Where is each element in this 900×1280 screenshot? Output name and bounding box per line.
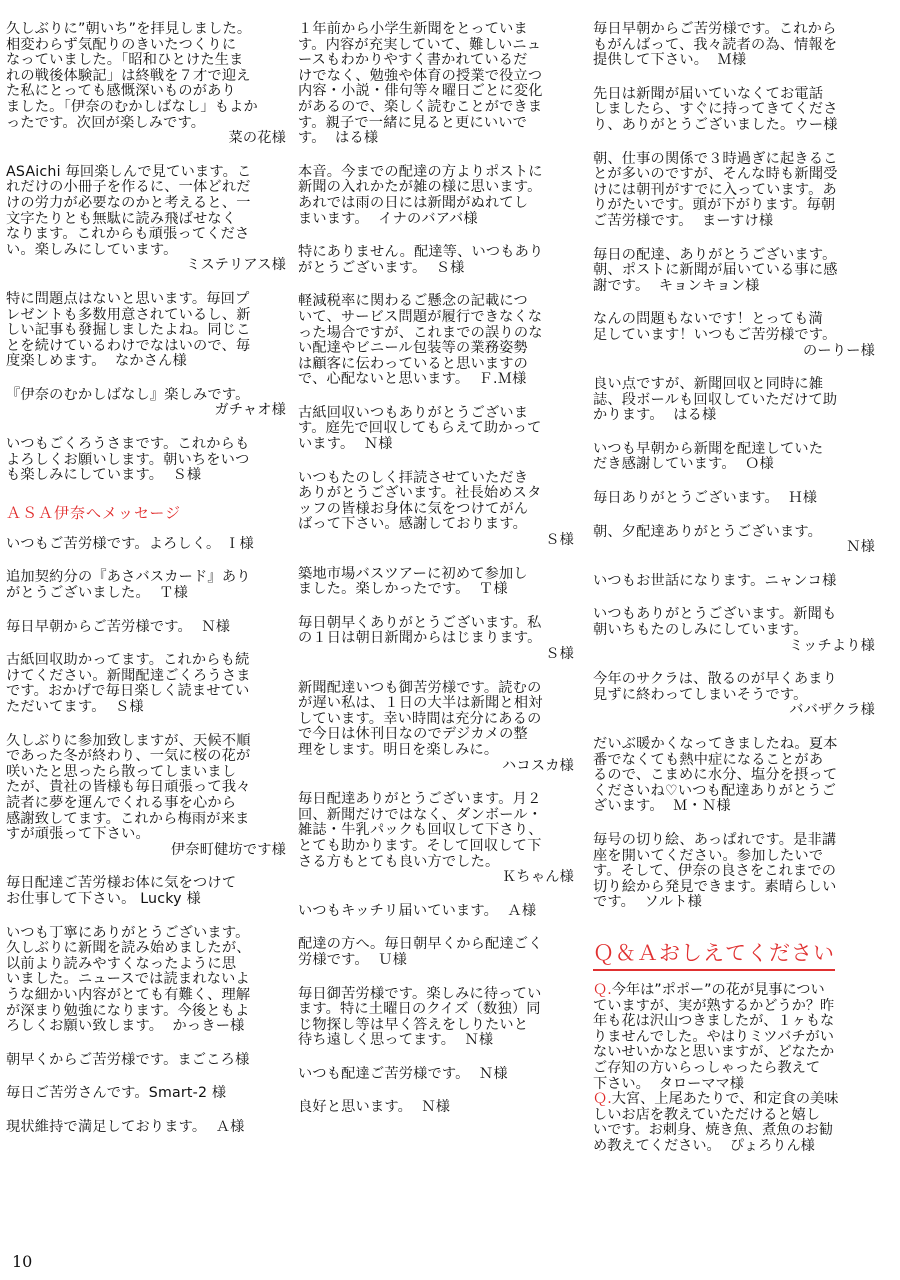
reader-message: ASAichi 毎回楽しんで見ています。こ れだけの小冊子を作るに、一体どれだ けの労力が必要なのかと考えると、一 文字たりとも無駄に読み飛ばせなく なります。これからも頑張ってくださ い。楽しみにしています。 ミステリアス様	[6, 163, 286, 274]
reader-message: 朝、夕配達ありがとうございます。 Ｎ様	[593, 523, 875, 556]
reader-message: 朝早くからご苦労様です。まごころ様	[6, 1051, 250, 1068]
reader-message: 現状維持で満足しております。 Ａ様	[6, 1118, 245, 1135]
reader-message: 軽減税率に関わるご懸念の記載につ いて、サービス問題が履行できなくな った場合ですが、これまでの誤りのな い配達やビニール包装等の業務姿勢 は顧客に伝わっていると思いますの で、心配ないと思います。 Ｆ.Ｍ様	[298, 293, 543, 388]
column-right	[593, 22, 875, 1154]
reader-message: いつも配達ご苦労様です。 Ｎ様	[298, 1065, 508, 1082]
qa-section	[593, 929, 875, 1155]
reader-message: 良い点ですが、新聞回収と同時に雑 誌、段ボールも回収していただけて助 かります。 はる様	[593, 376, 838, 424]
reader-message: 築地市場バスツアーに初めて参加し ました。楽しかったです。 Ｔ様	[298, 565, 528, 598]
reader-message: 毎日早朝からご苦労様です。これから もがんばって、我々読者の為、情報を 提供して下さい。 Ｍ様	[593, 21, 838, 69]
asa-message-heading: ＡＳＡ伊奈へメッセージ	[6, 503, 182, 522]
question-marker: Ｑ.	[593, 981, 612, 998]
reader-message: 新聞配達いつも御苦労様です。読むの が遅い私は、１日の大半は新聞と相対 しています。幸い時間は充分にあるの で今日は休刊日なのでデジカメの整 理をします。明日を楽しみに。 ハコスカ様	[298, 679, 574, 774]
reader-message: 朝、仕事の関係で３時過ぎに起きるこ とが多いのですが、そんな時も新聞受 けには朝刊がすでに入っています。あ りがたいです。頭が下がります。毎朝 ご苦労様です。 まーすけ様	[593, 150, 838, 229]
reader-message: １年前から小学生新聞をとっていま す。内容が充実していて、難しいニュ ースもわかりやすく書かれているだ けでなく、勉強や体育の授業で役立つ 内容・小説・俳句等々曜日ごとに変化 があるので、楽しく読むことができま す。親子で一緒に見ると更にいいで す。 はる様	[298, 21, 543, 147]
question-text: 今年は”ポポー”の花が見事につい ていますが、実が熟するかどうか？昨 年も花は沢山つきましたが、１ヶもな りませんでした。やはりミツバチがい ないせいかなと思いますが、どなたか ご存知の方いらっしゃったら教えて 下さい。 タローママ様	[593, 981, 835, 1092]
reader-message: 本音。今までの配達の方よりポストに 新聞の入れかたが雑の様に思います。 あれでは雨の日には新聞がぬれてし まいます。 イナのバアバ様	[298, 163, 543, 227]
reader-message: 久しぶりに”朝いち”を拝見しました。 相変わらず気配りのきいたつくりに なっていました。「昭和ひとけた生ま れの戦後体験記」は終戦を７才で迎え た私にとっても感慨深いものがあり ました。「伊奈のむかしばなし」もよか ったです。次回が楽しみです。 菜の花様	[6, 21, 286, 147]
qa-title: Ｑ＆Ａおしえてください	[593, 937, 835, 971]
reader-message: 特にありません。配達等、いつもあり がとうございます。 Ｓ様	[298, 244, 544, 276]
reader-message: 今年のサクラは、散るのが早くあまり 見ずに終わってしまいそうです。 ババザクラ様	[593, 671, 875, 719]
reader-message: 毎日の配達、ありがとうございます。 朝、ポストに新聞が届いている事に感 謝です。 キョンキョン様	[593, 246, 838, 294]
reader-message: いつもお世話になります。ニャンコ様	[593, 572, 837, 589]
reader-message: 毎日配達ご苦労様お体に気をつけて お仕事して下さい。 Lucky 様	[6, 875, 237, 907]
column-left	[6, 22, 286, 1153]
reader-message: いつも早朝から新聞を配達していた だき感謝しています。 Ｏ様	[593, 440, 824, 473]
reader-message: だいぶ暖かくなってきましたね。夏本 番でなくても熱中症になることがあ るので、こまめに水分、塩分を摂って くださいね♡いつも配達ありがとうご ざいます。 Ｍ・Ｎ様	[593, 736, 838, 815]
qa-item	[593, 983, 875, 1092]
reader-message: 毎日ご苦労さんです。Smart-2 様	[6, 1085, 227, 1102]
reader-message: 『伊奈のむかしばなし』楽しみです。 ガチャオ様	[6, 386, 286, 419]
reader-message: 毎日配達ありがとうございます。月２ 回、新聞だけではなく、ダンボール・ 雑誌・牛乳パックも回収して下さり、 とても助かります。そして回収して下 さる方もとても良い方でした。 Ｋちゃん様	[298, 791, 574, 886]
page-number: 10	[12, 1252, 33, 1271]
reader-message: 配達の方へ。毎日朝早くから配達ごく 労様です。 Ｕ様	[298, 936, 543, 968]
reader-message: 久しぶりに参加致しますが、天候不順 であった冬が終わり、一気に桜の花が 咲いたと思ったら散ってしまいまし たが、貴社の皆様も毎日頑張って我々 読者に夢を運んでくれる事を心から 感謝致してます。これから梅雨が来ま すが頑張って下さい。 伊奈町健坊です様	[6, 732, 286, 858]
reader-message: 古紙回収助かってます。これからも続 けてください。新聞配達ごくろうさま です。おかげで毎日楽しく読ませてい ただいてます。 Ｓ様	[6, 652, 251, 715]
reader-message: いつもありがとうございます。新聞も 朝いちもたのしみにしています。 ミッチより様	[593, 606, 875, 654]
reader-message: 毎号の切り絵、あっぱれです。是非講 座を開いてください。参加したいで す。そして、伊奈の良さをこれまでの 切り絵から発見できます。素晴らしい です。 ソルト様	[593, 831, 837, 911]
reader-message: 先日は新聞が届いていなくてお電話 しましたら、すぐに持ってきてくださ り、ありがとうございました。ウー様	[593, 85, 838, 133]
reader-message: 毎日御苦労様です。楽しみに待ってい ます。特に土曜日のクイズ（数独）同 じ物探し等は早く答えをしりたいと 待ち遠しく思ってます。 Ｎ様	[298, 985, 542, 1049]
question-text: 大宮、上尾あたりで、和定食の美味 しいお店を教えていただけると嬉し いです。お刺身、焼き魚、煮魚のお勧 め教えてください。 ぴょろりん様	[593, 1091, 839, 1154]
reader-message: 特に問題点はないと思います。毎回プ レゼントも多数用意されているし、新 しい記事も發掘しましたよね。同じこ とを続けているわけでなはいので、毎 度楽しめます。 なかさん様	[6, 290, 251, 370]
reader-message: 毎日ありがとうございます。 Ｈ様	[593, 490, 818, 507]
qa-item	[593, 1092, 875, 1154]
reader-message: いつもごくろうさまです。これからも よろしくお願いします。朝いちをいつ も楽しみにしています。 Ｓ様	[6, 436, 250, 484]
question-marker: Ｑ.	[593, 1091, 612, 1108]
reader-message: 追加契約分の『あさバスカード』あり がとうございました。 Ｔ様	[6, 569, 251, 602]
reader-message: いつもキッチリ届いています。 Ａ様	[298, 902, 537, 919]
reader-message: 毎日朝早くありがとうございます。私 の１日は朝日新聞からはじまります。 Ｓ様	[298, 614, 574, 662]
reader-message: いつも丁寧にありがとうございます。 久しぶりに新聞を読み始めましたが、 以前より読みやすくなったように思 いました。ニュースでは読まれないよ うな細かい内容がとても有難く、理解 が深まり勉強になります。今後ともよ ろしくお願い致します。 かっきー様	[6, 924, 251, 1035]
reader-message: いつもご苦労様です。よろしく。 Ｉ様	[6, 535, 254, 552]
reader-message: 良好と思います。 Ｎ様	[298, 1099, 451, 1116]
reader-message: なんの問題もないです！とっても満 足しています！いつもご苦労様です。 のーりー様	[593, 311, 875, 359]
column-middle	[298, 22, 574, 1134]
reader-message: 古紙回収いつもありがとうございま す。庭先で回収してもらえて助かって います。 Ｎ様	[298, 404, 542, 453]
reader-message: 毎日早朝からご苦労様です。 Ｎ様	[6, 618, 231, 635]
reader-message: いつもたのしく拝読させていただき ありがとうございます。社長始めスタ ッフの皆様お身体に気をつけてがん ばって下さい。感謝しております。 Ｓ様	[298, 469, 574, 549]
